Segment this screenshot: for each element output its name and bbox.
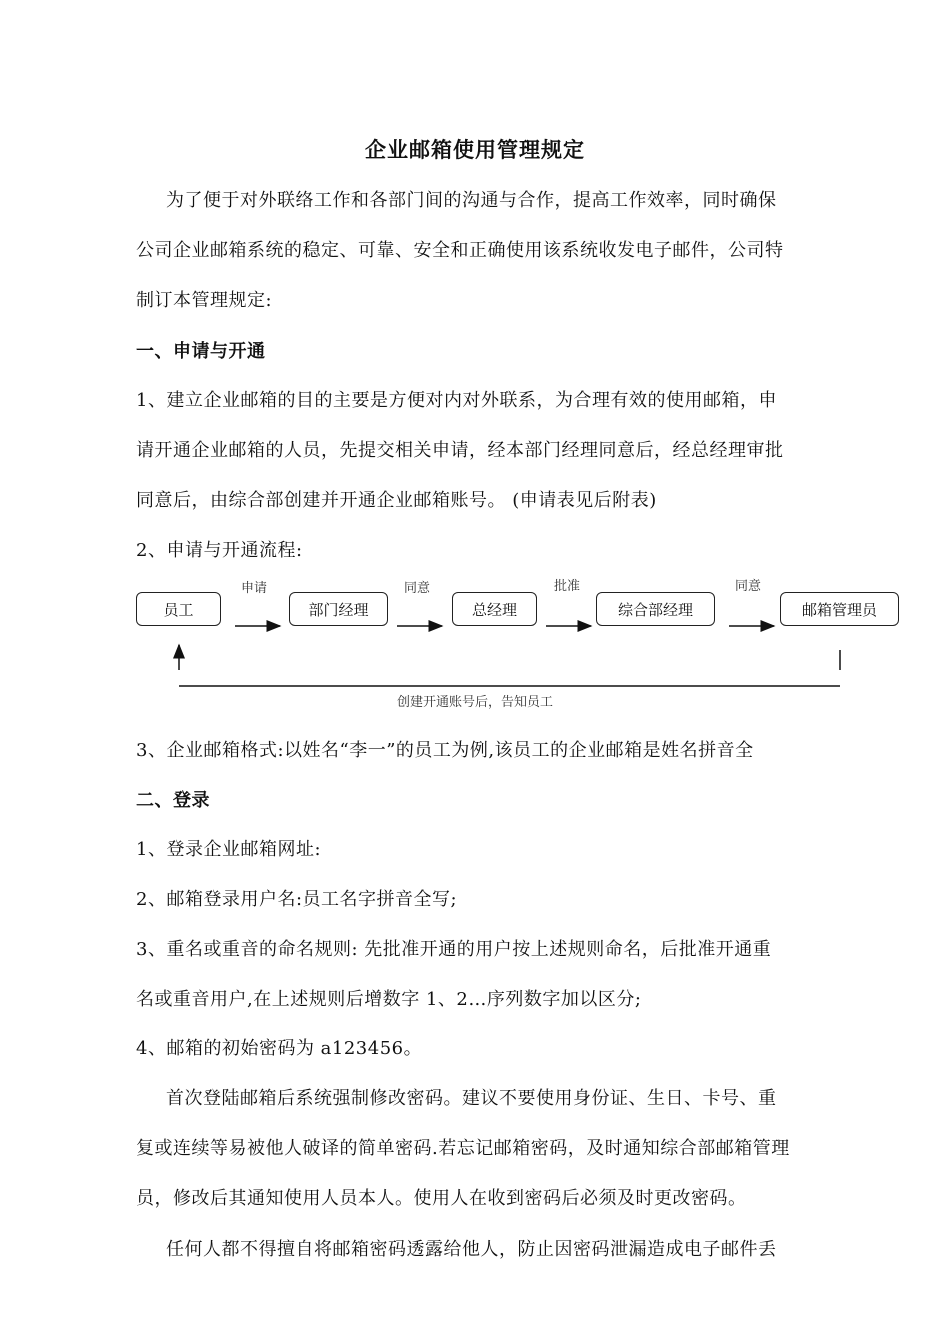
section-2-item-2: 2、邮箱登录用户名:员工名字拼音全写;	[136, 889, 458, 910]
document-title: 企业邮箱使用管理规定	[365, 137, 585, 162]
intro-line-3: 制订本管理规定:	[136, 290, 273, 311]
flow-box-admin-manager: 综合部经理	[596, 592, 715, 626]
section-1-heading: 一、申请与开通	[136, 341, 266, 362]
section-2-para-1-line-2: 复或连续等易被他人破译的简单密码.若忘记邮箱密码，及时通知综合部邮箱管理	[136, 1138, 790, 1159]
flow-box-dept-manager: 部门经理	[289, 592, 388, 626]
arrow-label-agree-1: 同意	[404, 581, 431, 596]
section-2-heading: 二、登录	[136, 790, 210, 811]
section-2-para-2-line-1: 任何人都不得擅自将邮箱密码透露给他人，防止因密码泄漏造成电子邮件丢	[166, 1239, 777, 1260]
section-2-item-1: 1、登录企业邮箱网址:	[136, 839, 322, 860]
flow-box-mail-admin: 邮箱管理员	[780, 592, 899, 626]
application-flow-diagram	[0, 570, 950, 720]
section-1-item-2: 2、申请与开通流程:	[136, 540, 303, 561]
return-label: 创建开通账号后，告知员工	[396, 695, 553, 710]
flow-box-general-manager: 总经理	[452, 592, 537, 626]
arrow-label-apply: 申请	[241, 581, 268, 596]
section-2-item-3-line-1: 3、重名或重音的命名规则: 先批准开通的用户按上述规则命名，后批准开通重	[136, 939, 772, 960]
section-1-item-1-line-1: 1、建立企业邮箱的目的主要是方便对内对外联系，为合理有效的使用邮箱，申	[136, 390, 777, 411]
section-1-item-1-line-2: 请开通企业邮箱的人员，先提交相关申请，经本部门经理同意后，经总经理审批	[136, 440, 784, 461]
arrow-label-approve: 批准	[554, 579, 581, 594]
intro-line-2: 公司企业邮箱系统的稳定、可靠、安全和正确使用该系统收发电子邮件，公司特	[136, 240, 784, 261]
flow-box-employee: 员工	[136, 592, 221, 626]
arrow-label-agree-2: 同意	[735, 579, 762, 594]
section-2-para-1-line-1: 首次登陆邮箱后系统强制修改密码。建议不要使用身份证、生日、卡号、重	[166, 1088, 777, 1109]
intro-line-1: 为了便于对外联络工作和各部门间的沟通与合作，提高工作效率，同时确保	[166, 190, 777, 211]
section-1-item-1-line-3: 同意后，由综合部创建并开通企业邮箱账号。 (申请表见后附表)	[136, 490, 657, 511]
section-2-item-3-line-2: 名或重音用户,在上述规则后增数字 1、2…序列数字加以区分;	[136, 989, 642, 1010]
section-2-item-4: 4、邮箱的初始密码为 a123456。	[136, 1038, 423, 1059]
section-1-item-3: 3、企业邮箱格式:以姓名“李一”的员工为例,该员工的企业邮箱是姓名拼音全	[136, 740, 754, 761]
section-2-para-1-line-3: 员，修改后其通知使用人员本人。使用人在收到密码后必须及时更改密码。	[136, 1188, 747, 1209]
